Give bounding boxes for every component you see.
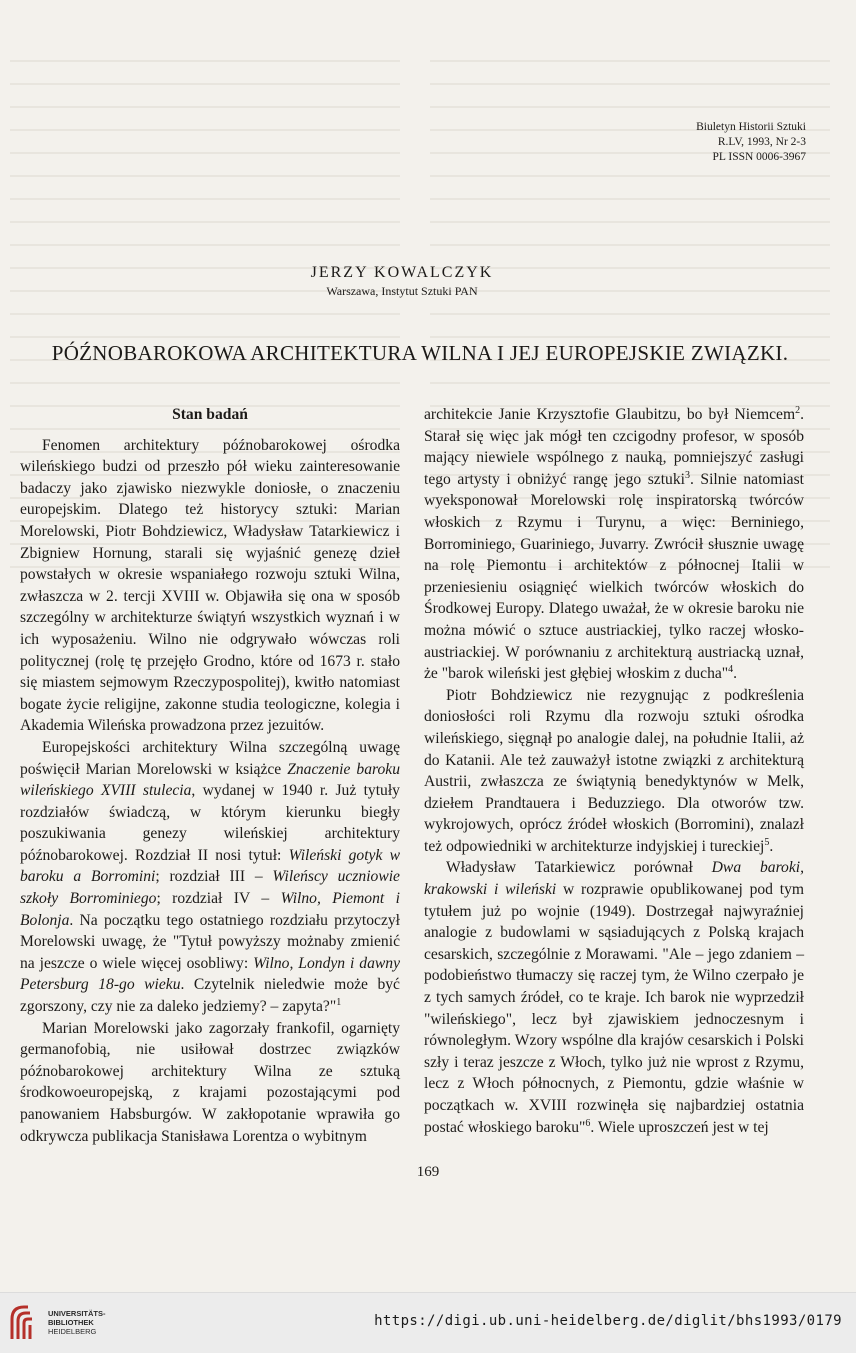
text-run: Władysław Tatarkiewicz porównał (446, 859, 712, 877)
viewer-footer (0, 1292, 856, 1353)
right-column (424, 404, 804, 1138)
footnote-ref[interactable]: 4 (728, 663, 734, 675)
footnote-ref[interactable]: 6 (585, 1117, 591, 1129)
paragraph (20, 737, 400, 1018)
author-block (240, 263, 564, 299)
paragraph (424, 857, 804, 1138)
library-logo-icon (10, 1305, 44, 1341)
library-name (48, 1309, 106, 1336)
paragraph: Marian Morelowski jako zagorzały frankofil, ogarnięty germanofobią, nie usiłował dostrzec związków późnobarokowej architektury Wilna ze sztuką środkowoeuropejską, z krajami pozostającymi pod panowaniem Habsburgów. W zakłopotanie wprawiła go odkrywcza publikacja Stanisława Lorentza o wybitnym (20, 1019, 400, 1145)
journal-issn: PL ISSN 0006-3967 (712, 151, 806, 163)
text-run: . Starał się więc jak mógł ten czcigodny profesor, w sposób mający niewiele wspólnego z nauką, pomniejszyć zasługi tego artysty i obniżyć rangę jego sztuki (424, 406, 804, 488)
library-name-line: HEIDELBERG (48, 1327, 97, 1336)
text-run: Piotr Bohdziewicz nie rezygnując z podkreślenia doniosłości roli Rzymu dla rozwoju sztuki ośrodka wileńskiego, sięgnął po analogie dalej, na południe Italii, aż do Katanii. Ale też zauważył istotne związki z architekturą Austrii, zwłaszcza ze świątynią benedyktynów w Melk, dziełem Prandtauera i Beduzziego. Dla otworów tzw. wykrojowych, oprócz źródeł włoskich (Borromini), znalazł też odpowiedniki w architekturze indyjskiej i tureckiej (424, 686, 804, 855)
paragraph (424, 404, 804, 685)
chapter-title: Wilno, Piemont i Bolonja (20, 890, 400, 929)
text-run: . Czytelnik nieledwie może być zgorszony, czy nie za daleko jedziemy? – zapyta?" (20, 976, 400, 1016)
author-affiliation: Warszawa, Instytut Sztuki PAN (326, 284, 478, 298)
chapter-title: Wileńscy uczniowie szkoły Borrominiego (20, 868, 400, 908)
journal-volume: R.LV, 1993, Nr 2-3 (717, 136, 806, 148)
book-title: Dwa baroki, krakowski i wileński (424, 859, 805, 899)
text-run: . Na początku tego ostatniego rozdziału przytoczył Morelowski uwagę, że "Tytuł powyższy możnaby zmienić na jeszcze o wiele więcej osobliwy: (20, 911, 400, 972)
quoted-title: Wilno, Londyn i dawny Petersburg 18-go wieku (20, 954, 401, 994)
chapter-title: Wileński gotyk w baroku a Borromini (20, 846, 400, 886)
library-logo[interactable] (10, 1303, 120, 1343)
page-number: 169 (416, 1164, 440, 1180)
journal-info (696, 120, 806, 165)
text-run: , wydanej w 1940 r. Już tytuły rozdziałów świadczą, w którym kierunku biegły poszukiwania genezy wileńskiej architektury późnobarokowej. Rozdział II nosi tytuł: (20, 782, 400, 864)
paragraph: Fenomen architektury późnobarokowej ośrodka wileńskiego budzi od przeszło pół wieku zainteresowanie badaczy jako zjawisko niezwykle doniosłe, o znaczeniu europejskim. Dlatego też historycy sztuki: Marian Morelowski, Piotr Bohdziewicz, Władysław Tatarkiewicz i Zbigniew Hornung, starali się wyjaśnić genezę dzieł powstałych w okresie wspaniałego rozwoju sztuki Wilna, zwłaszcza w 2. tercji XVIII w. Objawiła się ona w sposób szczególny w architekturze świątyń wszystkich wyznań i w ich wyposażeniu. Wilno nie odgrywało wówczas roli politycznej (rolę tę przejęło Grodno, które od 1673 r. stało się miastem sejmowym Rzeczypospolitej), kwitło natomiast bogate życie religijne, zakonne studia teologiczne, kolegia i Akademia Wileńska prowadzona przez jezuitów. (20, 436, 400, 735)
permalink-url[interactable]: https://digi.ub.uni-heidelberg.de/diglit/bhs1993/0179 (374, 1313, 842, 1329)
text-run: . (769, 837, 774, 855)
footnote-ref[interactable]: 1 (336, 996, 342, 1008)
text-run: . Silnie natomiast wyeksponował Morelowski rolę inspiratorską twórców włoskich z Rzymu i Turynu, a więc: Berniniego, Borrominiego, Guariniego, Juvarry. Zwrócił słusznie uwagę na rolę Piemontu i architektów z północnej Italii w przeniesieniu osiągnięć wielkich twórców włoskich do Środkowej Europy. Dlatego uważał, że w okresie baroku nie można mówić o sztuce austriackiej, tylko raczej włosko-austriackiej. W porównaniu z architekturą austriacką uznał, że "barok wileński jest głębiej włoskim z ducha" (424, 470, 804, 683)
book-title: Znaczenie baroku wileńskiego XVIII stulecia (20, 760, 400, 800)
text-run: Europejskości architektury Wilna szczególną uwagę poświęcił Marian Morelowski w książce (20, 738, 400, 778)
author-name: JERZY KOWALCZYK (310, 264, 494, 281)
footnote-ref[interactable]: 3 (684, 469, 690, 481)
text-run: . (733, 665, 738, 683)
footnote-ref[interactable]: 2 (795, 404, 801, 416)
library-name-line: BIBLIOTHEK (48, 1318, 94, 1327)
text-run: w rozprawie opublikowanej pod tym tytułem już po wojnie (1949). Dostrzegał najwyraźniej analogie z budowlami w sąsiadujących z Polską krajach cesarskich, szczególnie z Morawami. "Ale – jego zdaniem – podobieństwo tłumaczy się raczej tym, że Wilno czerpało je z tych samych źródeł, co te kraje. Ich barok nie wyprzedził "wileńskiego", lecz był zjawiskiem jednoczesnym i równoległym. Wzory wspólne dla krajów cesarskich i Polski szły i teraz jeszcze z Włoch, tylko już nie wprost z Rzymu, lecz z Włoch północnych, z Piemontu, gdzie właśnie w początkach w. XVIII rozwinęła się najbardziej ostatnia postać włoskiego baroku" (424, 881, 805, 1136)
article-title: PÓŹNOBAROKOWA ARCHITEKTURA WILNA I JEJ EUROPEJSKIE ZWIĄZKI. (51, 341, 789, 365)
left-column (20, 404, 400, 1147)
journal-name: Biuletyn Historii Sztuki (696, 121, 806, 133)
footnote-ref[interactable]: 5 (764, 836, 770, 848)
text-run: ; rozdział IV – (156, 890, 281, 908)
text-run: ; rozdział III – (155, 868, 273, 886)
section-heading: Stan badań (172, 406, 248, 423)
library-name-line: UNIVERSITÄTS- (48, 1309, 106, 1318)
text-run: . Wiele uproszczeń jest w tej (590, 1118, 769, 1136)
text-run: architekcie Janie Krzysztofie Glaubitzu, bo był Niemcem (424, 406, 796, 423)
paragraph (424, 685, 804, 858)
